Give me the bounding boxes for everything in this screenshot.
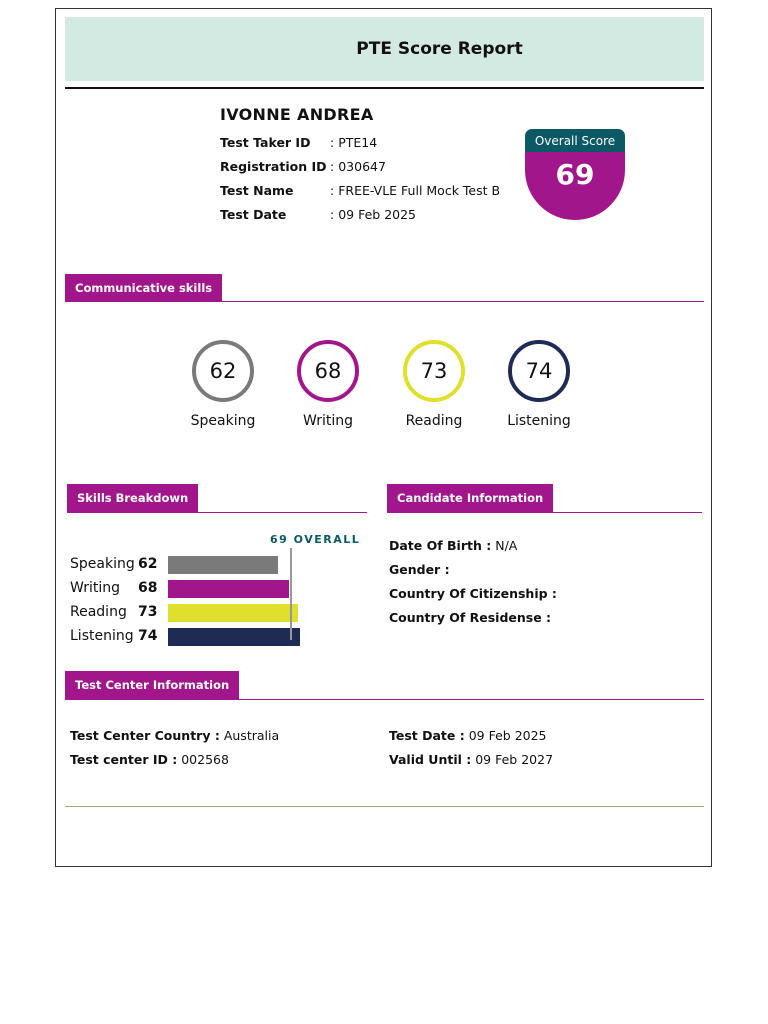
report-title: PTE Score Report — [356, 39, 523, 59]
communicative-skills-heading: Communicative skills — [65, 274, 222, 302]
test-taker-id-label: Test Taker ID — [220, 135, 311, 150]
reading-label: Reading — [405, 413, 463, 429]
test-center-date-label: Test Date : — [389, 728, 465, 743]
overall-score-badge — [525, 129, 625, 220]
speaking-label: Speaking — [190, 413, 256, 429]
test-date-separator: : — [330, 207, 335, 222]
valid-until-value: 09 Feb 2027 — [475, 752, 554, 767]
breakdown-writing-label — [70, 580, 158, 596]
breakdown-listening-label — [70, 628, 158, 644]
listening-label: Listening — [507, 413, 571, 429]
test-center-date-row — [389, 728, 547, 743]
valid-until-row — [389, 752, 553, 767]
test-center-country-value: Australia — [223, 728, 280, 743]
header-divider — [65, 87, 704, 89]
listening-score-circle: 74 — [508, 340, 570, 402]
overall-score-value: 69 — [525, 152, 625, 220]
test-date-row — [220, 207, 416, 222]
test-name-value: FREE-VLE Full Mock Test B — [338, 183, 501, 198]
test-date-value: 09 Feb 2025 — [338, 207, 417, 222]
registration-id-row — [220, 159, 386, 174]
test-center-date-value: 09 Feb 2025 — [468, 728, 547, 743]
test-center-id-value: 002568 — [181, 752, 229, 767]
breakdown-writing-score: 68 — [138, 580, 158, 596]
communicative-skills-divider — [65, 301, 704, 302]
skills-breakdown-divider — [67, 512, 367, 513]
test-name-label: Test Name — [220, 183, 294, 198]
date-of-birth-value: N/A — [495, 538, 518, 553]
breakdown-writing-name: Writing — [70, 580, 120, 596]
skills-breakdown-heading: Skills Breakdown — [67, 484, 198, 512]
test-center-heading: Test Center Information — [65, 671, 239, 699]
writing-bar — [168, 580, 289, 598]
overall-marker-caption: 69 OVERALL — [270, 533, 361, 546]
report-header — [65, 17, 704, 81]
registration-id-label: Registration ID — [220, 159, 327, 174]
test-name-separator: : — [330, 183, 335, 198]
writing-score-circle: 68 — [297, 340, 359, 402]
breakdown-speaking-name: Speaking — [70, 556, 135, 572]
residence-label: Country Of Residense : — [389, 610, 552, 625]
listening-bar — [168, 628, 300, 646]
test-center-divider — [65, 699, 704, 700]
overall-marker-line — [290, 548, 292, 640]
breakdown-reading-score: 73 — [138, 604, 158, 620]
date-of-birth-row — [389, 538, 517, 553]
gender-row — [389, 562, 450, 577]
test-taker-id-value: PTE14 — [338, 135, 378, 150]
speaking-bar — [168, 556, 278, 574]
test-date-label: Test Date — [220, 207, 287, 222]
citizenship-label: Country Of Citizenship : — [389, 586, 557, 601]
test-center-country-label: Test Center Country : — [70, 728, 220, 743]
score-report-page — [55, 8, 712, 867]
reading-score-circle: 73 — [403, 340, 465, 402]
residence-row — [389, 610, 551, 625]
candidate-information-heading: Candidate Information — [387, 484, 553, 512]
breakdown-speaking-score: 62 — [138, 556, 158, 572]
candidate-information-divider — [387, 512, 702, 513]
breakdown-listening-name: Listening — [70, 628, 134, 644]
breakdown-listening-score: 74 — [138, 628, 158, 644]
breakdown-reading-label — [70, 604, 158, 620]
test-center-id-row — [70, 752, 229, 767]
registration-id-separator: : — [330, 159, 335, 174]
breakdown-speaking-label — [70, 556, 158, 572]
test-taker-id-separator: : — [330, 135, 335, 150]
citizenship-row — [389, 586, 557, 601]
overall-score-label: Overall Score — [525, 129, 625, 152]
test-name-row — [220, 183, 500, 198]
test-center-country-row — [70, 728, 279, 743]
breakdown-reading-name: Reading — [70, 604, 127, 620]
candidate-name: IVONNE ANDREA — [220, 105, 374, 124]
registration-id-value: 030647 — [338, 159, 386, 174]
writing-label: Writing — [303, 413, 353, 429]
reading-bar — [168, 604, 298, 622]
test-center-id-label: Test center ID : — [70, 752, 178, 767]
test-taker-id-row — [220, 135, 377, 150]
date-of-birth-label: Date Of Birth : — [389, 538, 492, 553]
footer-divider — [65, 806, 704, 807]
gender-label: Gender : — [389, 562, 450, 577]
speaking-score-circle: 62 — [192, 340, 254, 402]
valid-until-label: Valid Until : — [389, 752, 472, 767]
